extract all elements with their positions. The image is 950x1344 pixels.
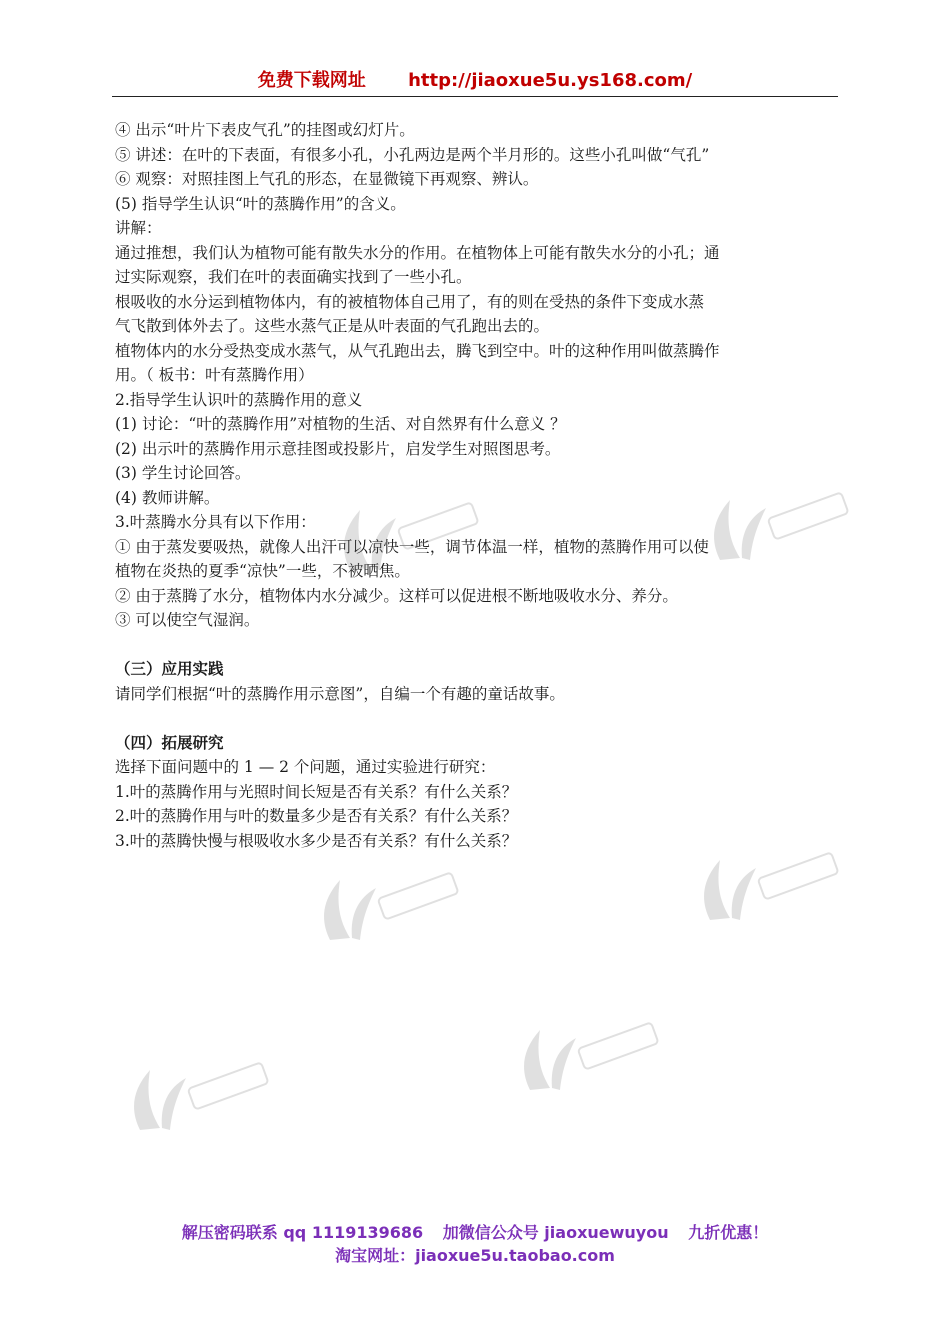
body-line: ⑥ 观察：对照挂图上气孔的形态，在显微镜下再观察、辨认。: [115, 170, 539, 188]
question-item: 1.叶的蒸腾作用与光照时间长短是否有关系？有什么关系？: [115, 782, 518, 801]
body-line: ② 由于蒸腾了水分，植物体内水分减少。这样可以促进根不断地吸收水分、养分。: [115, 586, 678, 605]
body-line: 3.叶蒸腾水分具有以下作用：: [115, 513, 316, 531]
watermark-logo: [310, 860, 470, 950]
body-line: ① 由于蒸发要吸热，就像人出汗可以凉快一些，调节体温一样，植物的蒸腾作用可以使: [115, 537, 709, 556]
body-line: 植物体内的水分受热变成水蒸气，从气孔跑出去，腾飞到空中。叶的这种作用叫做蒸腾作: [115, 341, 720, 360]
watermark-logo: [330, 490, 490, 580]
watermark-logo: [120, 1050, 280, 1140]
body-line: 植物在炎热的夏季“凉快”一些，不被晒焦。: [115, 562, 410, 580]
section-text: 选择下面问题中的 1 — 2 个问题，通过实验进行研究：: [115, 758, 496, 776]
section-text: 请同学们根据“叶的蒸腾作用示意图”，自编一个有趣的童话故事。: [115, 684, 565, 703]
footer-wechat: 加微信公众号 jiaoxuewuyou: [442, 1223, 669, 1242]
footer-contact-line: [0, 1220, 950, 1243]
body-line: 用。（ 板书：叶有蒸腾作用）: [115, 366, 314, 384]
header-title: 免费下载网址: [257, 70, 366, 91]
body-line: 通过推想，我们认为植物可能有散失水分的作用。在植物体上可能有散失水分的小孔；通: [115, 243, 720, 262]
spacer: [115, 706, 840, 731]
body-line: 2.指导学生认识叶的蒸腾作用的意义: [115, 390, 363, 409]
body-line: (2) 出示叶的蒸腾作用示意挂图或投影片，启发学生对照图思考。: [115, 439, 561, 458]
question-item: 3.叶的蒸腾快慢与根吸收水多少是否有关系？有什么关系？: [115, 831, 518, 850]
watermark-logo: [510, 1010, 670, 1100]
page-header: [112, 66, 838, 97]
question-item: 2.叶的蒸腾作用与叶的数量多少是否有关系？有什么关系？: [115, 807, 518, 825]
body-line: (1) 讨论：“叶的蒸腾作用”对植物的生活、对自然界有什么意义 ？: [115, 415, 566, 433]
body-line: ④ 出示“叶片下表皮气孔”的挂图或幻灯片。: [115, 121, 415, 139]
watermark-logo: [700, 480, 860, 570]
spacer: [115, 633, 840, 658]
body-line: (5) 指导学生认识“叶的蒸腾作用”的含义。: [115, 194, 406, 213]
body-line: ⑤ 讲述：在叶的下表面，有很多小孔，小孔两边是两个半月形的。这些小孔叫做“气孔”: [115, 145, 710, 164]
body-line: (3) 学生讨论回答。: [115, 464, 251, 482]
footer-taobao[interactable]: 淘宝网址：jiaoxue5u.taobao.com: [335, 1246, 615, 1265]
body-line: 讲解：: [115, 219, 162, 237]
watermark-logo: [690, 840, 850, 930]
body-line: 根吸收的水分运到植物体内，有的被植物体自己用了，有的则在受热的条件下变成水蒸: [115, 292, 705, 311]
header-url[interactable]: http://jiaoxue5u.ys168.com/: [408, 70, 693, 91]
body-line: ③ 可以使空气湿润。: [115, 611, 260, 629]
section-heading: （三）应用实践: [115, 660, 224, 678]
body-line: 气飞散到体外去了。这些水蒸气正是从叶表面的气孔跑出去的。: [115, 317, 550, 335]
body-line: 过实际观察，我们在叶的表面确实找到了一些小孔。: [115, 268, 472, 286]
section-heading: （四）拓展研究: [115, 733, 224, 752]
footer-discount: 九折优惠！: [688, 1223, 769, 1242]
body-line: (4) 教师讲解。: [115, 488, 220, 507]
footer-qq: 解压密码联系 qq 1119139686: [181, 1223, 424, 1242]
